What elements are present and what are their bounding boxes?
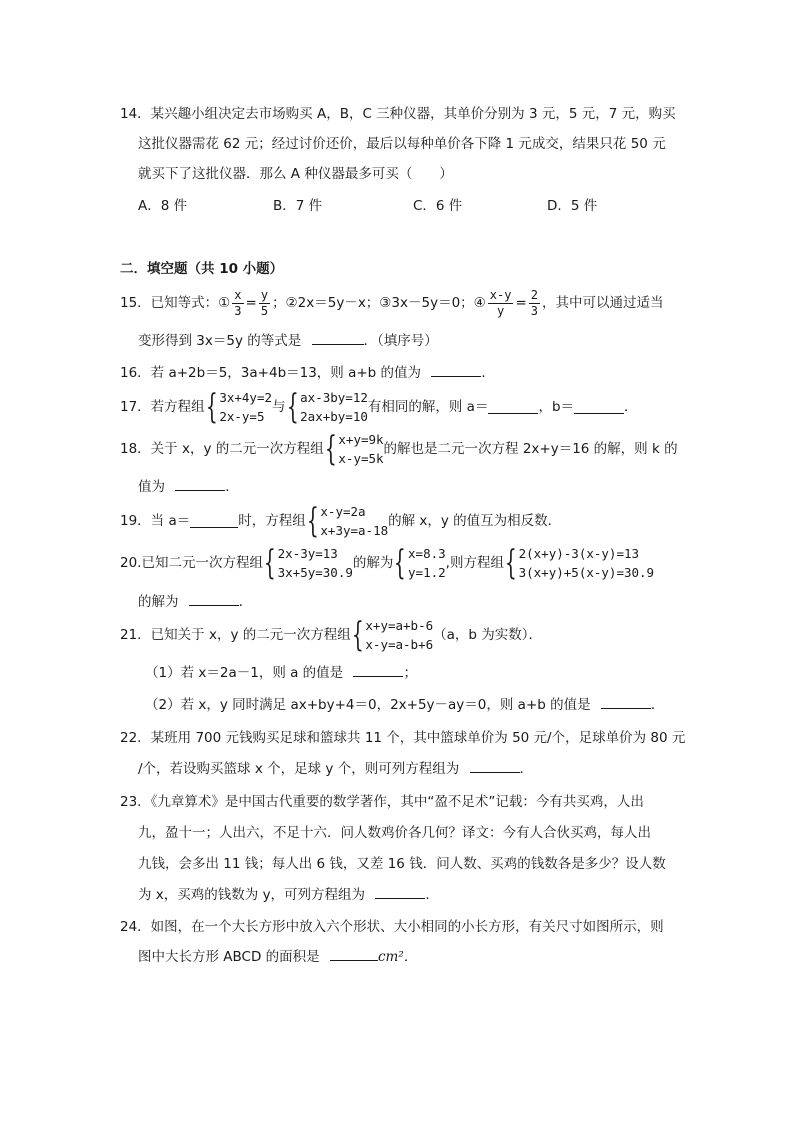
q19-line bbox=[120, 500, 561, 542]
fraction-numerator: x bbox=[234, 287, 242, 302]
equation: 2ax+by=10 bbox=[300, 409, 368, 424]
q17-suffix: ． bbox=[624, 399, 638, 415]
q14-option-d: D．5 件 bbox=[547, 198, 598, 214]
equation: x-y=2a bbox=[320, 504, 366, 519]
q14-line3: 就买下了这批仪器．那么 A 种仪器最多可买（ ） bbox=[138, 166, 453, 182]
q15-line1 bbox=[120, 283, 664, 323]
q24-unit: cm²． bbox=[377, 949, 418, 965]
q19-mid: 时，方程组 bbox=[238, 513, 306, 529]
q18-system bbox=[324, 430, 384, 468]
q20-system-3 bbox=[504, 544, 654, 582]
q22-line2-text: /个，若设购买篮球 x 个，足球 y 个，则可列方程组为 bbox=[138, 761, 460, 777]
q14-option-a: A．8 件 bbox=[138, 198, 188, 214]
equation: x+y=9k bbox=[338, 432, 384, 447]
fraction-numerator: x-y bbox=[489, 287, 512, 302]
q19-tail: 的解 x，y 的值互为相反数． bbox=[388, 513, 562, 529]
answer-blank[interactable] bbox=[353, 664, 403, 677]
equation: 3x+5y=30.9 bbox=[277, 565, 353, 580]
q17-mid: 与 bbox=[272, 399, 286, 415]
equation: ax-3by=12 bbox=[300, 390, 368, 405]
q14-option-c: C．6 件 bbox=[413, 198, 463, 214]
q17-text-a: 有相同的解，则 a＝ bbox=[367, 399, 489, 415]
q15-fraction-y5 bbox=[259, 288, 270, 319]
q23-suffix: ． bbox=[425, 887, 439, 903]
left-brace: { bbox=[394, 543, 407, 583]
q20-system-2 bbox=[393, 544, 445, 582]
q23-line2: 九，盈十一；人出六，不足十六．问人数鸡价各几何？译文：今有人合伙买鸡，每人出 bbox=[138, 825, 651, 841]
q24-line1: 24．如图，在一个大长方形中放入六个形状、大小相同的小长方形，有关尺寸如图所示，则 bbox=[120, 919, 664, 935]
answer-blank-b[interactable] bbox=[574, 401, 624, 414]
equation: 2x-3y=13 bbox=[277, 546, 338, 561]
q21-sub1 bbox=[145, 664, 417, 682]
q17-system-1 bbox=[205, 388, 272, 426]
fraction-numerator: 2 bbox=[530, 287, 538, 302]
equals-sign: = bbox=[245, 295, 257, 311]
q20-mid: 的解为 bbox=[352, 555, 394, 571]
q15-lead: 15．已知等式：① bbox=[120, 295, 231, 311]
fraction-denominator: 5 bbox=[260, 303, 269, 318]
left-brace: { bbox=[263, 543, 276, 583]
q15-line2-suffix: ．（填序号） bbox=[363, 333, 438, 349]
q21-sub1-suffix: ； bbox=[403, 665, 417, 681]
left-brace: { bbox=[306, 501, 319, 541]
q18-line2 bbox=[138, 478, 239, 496]
answer-blank[interactable] bbox=[175, 478, 225, 491]
q18-lead: 18．关于 x，y 的二元一次方程组 bbox=[120, 441, 324, 457]
answer-blank[interactable] bbox=[330, 948, 378, 961]
equation: 3x+4y=2 bbox=[219, 390, 273, 405]
equation: x+y=a+b-6 bbox=[365, 618, 434, 633]
left-brace: { bbox=[324, 429, 337, 469]
q17-line bbox=[120, 386, 638, 428]
left-brace: { bbox=[205, 387, 218, 427]
fraction-numerator: y bbox=[260, 287, 269, 302]
fraction-denominator: 3 bbox=[530, 303, 538, 318]
q16-suffix: ． bbox=[481, 365, 495, 381]
q18-suffix: ． bbox=[225, 479, 239, 495]
q20-line2-text: 的解为 bbox=[138, 594, 179, 610]
q18-line2-text: 值为 bbox=[138, 479, 165, 495]
equation: x+3y=a-18 bbox=[320, 523, 389, 538]
q23-line4 bbox=[138, 886, 439, 904]
answer-blank[interactable] bbox=[431, 364, 481, 377]
answer-blank-a[interactable] bbox=[488, 401, 538, 414]
answer-blank[interactable] bbox=[312, 332, 364, 345]
q16-line bbox=[120, 364, 495, 382]
q17-system-2 bbox=[286, 388, 368, 426]
q22-suffix: ． bbox=[519, 761, 533, 777]
q20-lead: 20.已知二元一次方程组 bbox=[120, 555, 263, 571]
q17-lead: 17．若方程组 bbox=[120, 399, 205, 415]
q15-line2-text: 变形得到 3x＝5y 的等式是 bbox=[138, 333, 302, 349]
q22-line1: 22．某班用 700 元钱购买足球和篮球共 11 个，其中篮球单价为 50 元/个，足球单价为 80 元 bbox=[120, 730, 686, 746]
q20-suffix: ． bbox=[238, 594, 253, 610]
q19-system bbox=[306, 502, 388, 540]
q20-line2 bbox=[138, 593, 252, 611]
q14-line2: 这批仪器需花 62 元；经过讨价还价，最后以每种单价各下降 1 元成交，结果只花 50 元 bbox=[138, 136, 666, 152]
q15-fraction-23 bbox=[529, 288, 540, 319]
q20-line1 bbox=[120, 542, 675, 584]
q19-lead: 19．当 a＝ bbox=[120, 513, 191, 529]
q14-option-b: B．7 件 bbox=[273, 198, 323, 214]
q20-mid2: ,则方程组 bbox=[445, 555, 504, 571]
fraction-denominator: 3 bbox=[234, 303, 242, 318]
left-brace: { bbox=[351, 615, 364, 655]
equation: x-y=5k bbox=[338, 451, 384, 466]
q17-text-b: ，b＝ bbox=[538, 399, 575, 415]
answer-blank[interactable] bbox=[375, 886, 425, 899]
answer-blank[interactable] bbox=[189, 593, 239, 606]
q21-tail: （a，b 为实数）． bbox=[433, 627, 543, 643]
q15-fraction-x3 bbox=[232, 288, 243, 319]
equation: x=8.3 bbox=[408, 546, 446, 561]
q16-text: 16．若 a+2b＝5，3a+4b＝13，则 a+b 的值为 bbox=[120, 365, 422, 381]
q24-line2 bbox=[138, 948, 417, 966]
left-brace: { bbox=[504, 543, 517, 583]
q20-system-1 bbox=[263, 544, 353, 582]
q24-line2-text: 图中大长方形 ABCD 的面积是 bbox=[138, 949, 320, 965]
q22-line2 bbox=[138, 760, 533, 778]
q14-line1: 14．某兴趣小组决定去市场购买 A，B，C 三种仪器，其单价分别为 3 元，5 元，7 元，购买 bbox=[120, 106, 676, 122]
fraction-denominator: y bbox=[496, 303, 505, 318]
q21-sub2-text: （2）若 x，y 同时满足 ax+by+4＝0，2x+5y－ay＝0，则 a+b 的值是 bbox=[145, 697, 591, 713]
answer-blank[interactable] bbox=[470, 760, 520, 773]
equation: 2x-y=5 bbox=[219, 409, 265, 424]
q15-line2 bbox=[138, 332, 438, 350]
q21-system bbox=[351, 616, 433, 654]
equals-sign: = bbox=[515, 295, 527, 311]
q21-sub2-suffix: ． bbox=[650, 697, 665, 713]
q15-fraction-xy bbox=[488, 288, 514, 319]
left-brace: { bbox=[286, 387, 299, 427]
section-title: 二．填空题（共 10 小题） bbox=[120, 261, 284, 277]
q18-line1 bbox=[120, 428, 678, 470]
q23-line3: 九钱，会多出 11 钱；每人出 6 钱，又差 16 钱．问人数、买鸡的钱数各是多少？设人数 bbox=[138, 856, 666, 872]
q18-tail: 的解也是二元一次方程 2x+y＝16 的解，则 k 的 bbox=[383, 441, 678, 457]
equation: 2(x+y)-3(x-y)=13 bbox=[518, 546, 640, 561]
q21-sub1-text: （1）若 x＝2a－1，则 a 的值是 bbox=[145, 665, 344, 681]
q23-line1: 23．《九章算术》是中国古代重要的数学著作，其中“盈不足术”记载：今有共买鸡，人出 bbox=[120, 794, 644, 810]
q21-line1 bbox=[120, 613, 542, 657]
answer-blank[interactable] bbox=[190, 515, 238, 528]
q15-tail: ，其中可以通过适当 bbox=[542, 295, 664, 311]
answer-blank[interactable] bbox=[601, 696, 651, 709]
q15-part2: ；②2x＝5y－x；③3x－5y＝0；④ bbox=[272, 295, 486, 311]
equation: 3(x+y)+5(x-y)=30.9 bbox=[518, 565, 655, 580]
q21-sub2 bbox=[145, 696, 664, 714]
q21-lead: 21．已知关于 x，y 的二元一次方程组 bbox=[120, 627, 351, 643]
equation: x-y=a-b+6 bbox=[365, 637, 434, 652]
equation: y=1.2 bbox=[408, 565, 446, 580]
q23-line4-text: 为 x，买鸡的钱数为 y，可列方程组为 bbox=[138, 887, 366, 903]
